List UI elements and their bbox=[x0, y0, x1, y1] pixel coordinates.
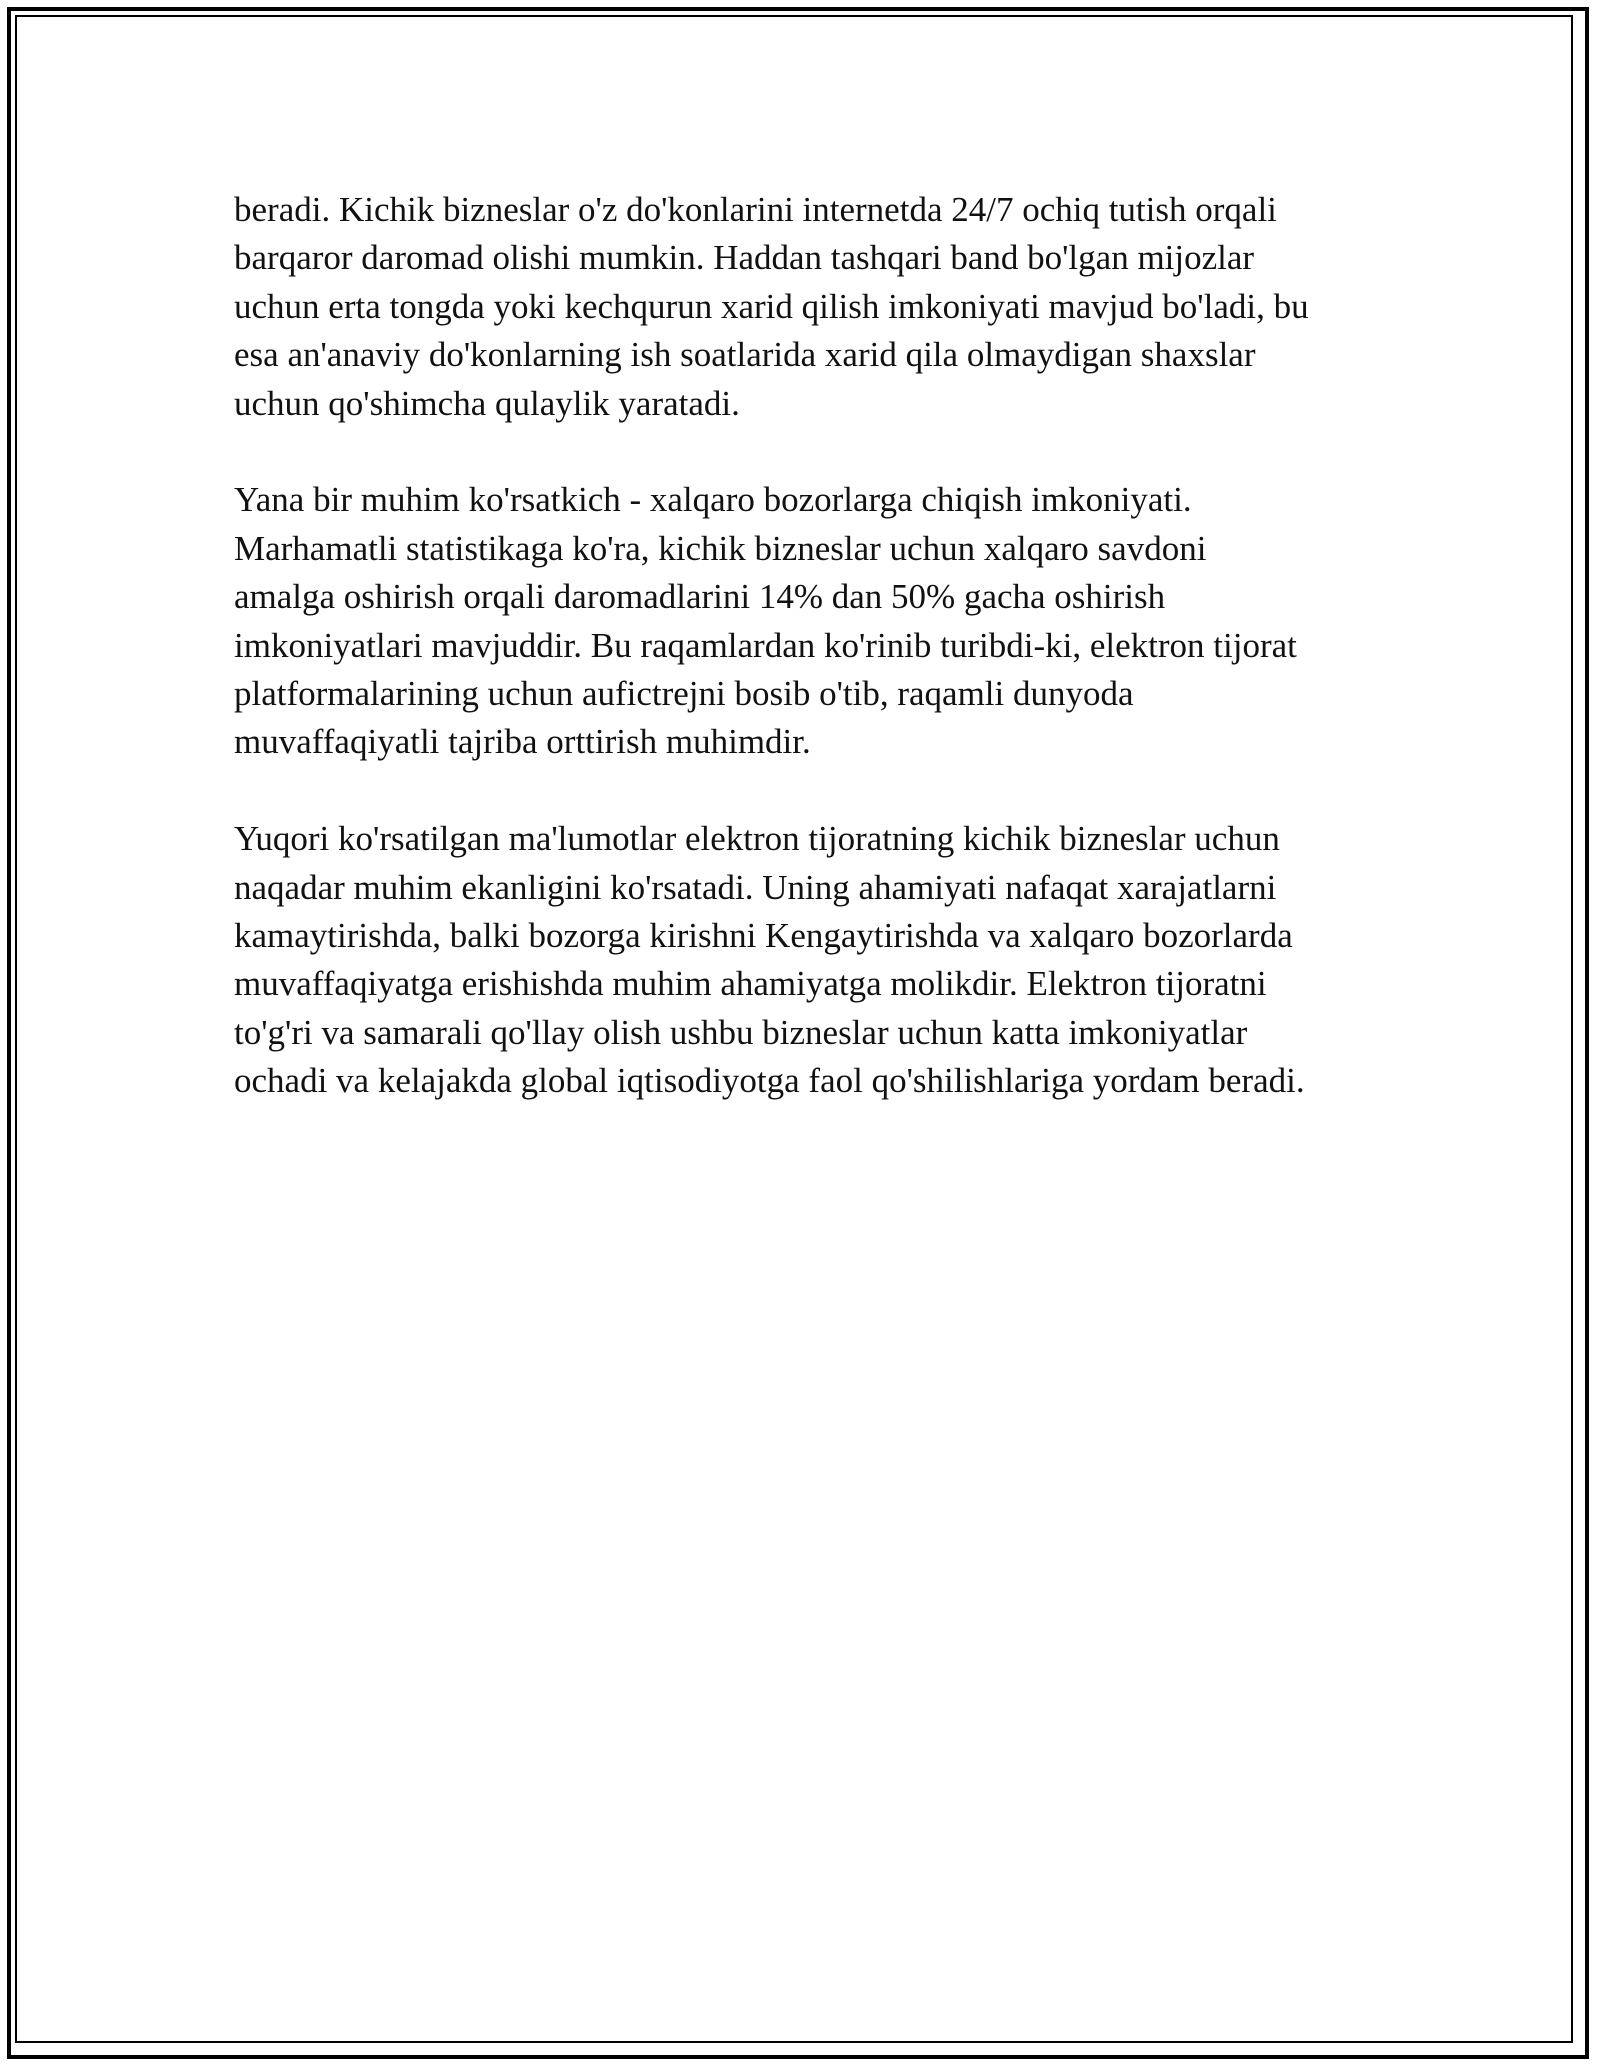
text-line: kamaytirishda, balki bozorga kirishni Kengaytirishda va xalqaro bozorlarda bbox=[234, 916, 1293, 956]
paragraph-3 bbox=[234, 815, 1384, 1105]
text-line: platformalarining uchun aufictrejni bosib o'tib, raqamli dunyoda bbox=[234, 674, 1134, 714]
text-line: muvaffaqiyatga erishishda muhim ahamiyatga molikdir. Elektron tijoratni bbox=[234, 964, 1267, 1004]
text-line: esa an'anaviy do'konlarning ish soatlarida xarid qila olmaydigan shaxslar bbox=[234, 335, 1256, 375]
text-line: naqadar muhim ekanligini ko'rsatadi. Uning ahamiyati nafaqat xarajatlarni bbox=[234, 867, 1277, 907]
text-line: uchun erta tongda yoki kechqurun xarid qilish imkoniyati mavjud bo'ladi, bu bbox=[234, 286, 1309, 326]
paragraph-2 bbox=[234, 476, 1384, 766]
text-line: amalga oshirish orqali daromadlarini 14% dan 50% gacha oshirish bbox=[234, 577, 1166, 617]
text-line: imkoniyatlari mavjuddir. Bu raqamlardan ko'rinib turibdi-ki, elektron tijorat bbox=[234, 625, 1297, 665]
text-line: beradi. Kichik bizneslar o'z do'konlarini internetda 24/7 ochiq tutish orqali bbox=[234, 190, 1277, 229]
text-line: muvaffaqiyatli tajriba orttirish muhimdir. bbox=[234, 722, 811, 762]
text-line: Yana bir muhim ko'rsatkich - xalqaro bozorlarga chiqish imkoniyati. bbox=[234, 480, 1192, 520]
text-line: barqaror daromad olishi mumkin. Haddan tashqari band bo'lgan mijozlar bbox=[234, 238, 1255, 278]
text-line: Yuqori ko'rsatilgan ma'lumotlar elektron tijoratning kichik bizneslar uchun bbox=[234, 819, 1280, 859]
text-line: Marhamatli statistikaga ko'ra, kichik bizneslar uchun xalqaro savdoni bbox=[234, 528, 1207, 568]
text-line: ochadi va kelajakda global iqtisodiyotga faol qo'shilishlariga yordam beradi. bbox=[234, 1061, 1305, 1101]
paragraph-1 bbox=[234, 186, 1384, 428]
document-body bbox=[234, 186, 1384, 1154]
text-line: to'g'ri va samarali qo'llay olish ushbu bizneslar uchun katta imkoniyatlar bbox=[234, 1012, 1248, 1052]
text-line: uchun qo'shimcha qulaylik yaratadi. bbox=[234, 383, 740, 423]
